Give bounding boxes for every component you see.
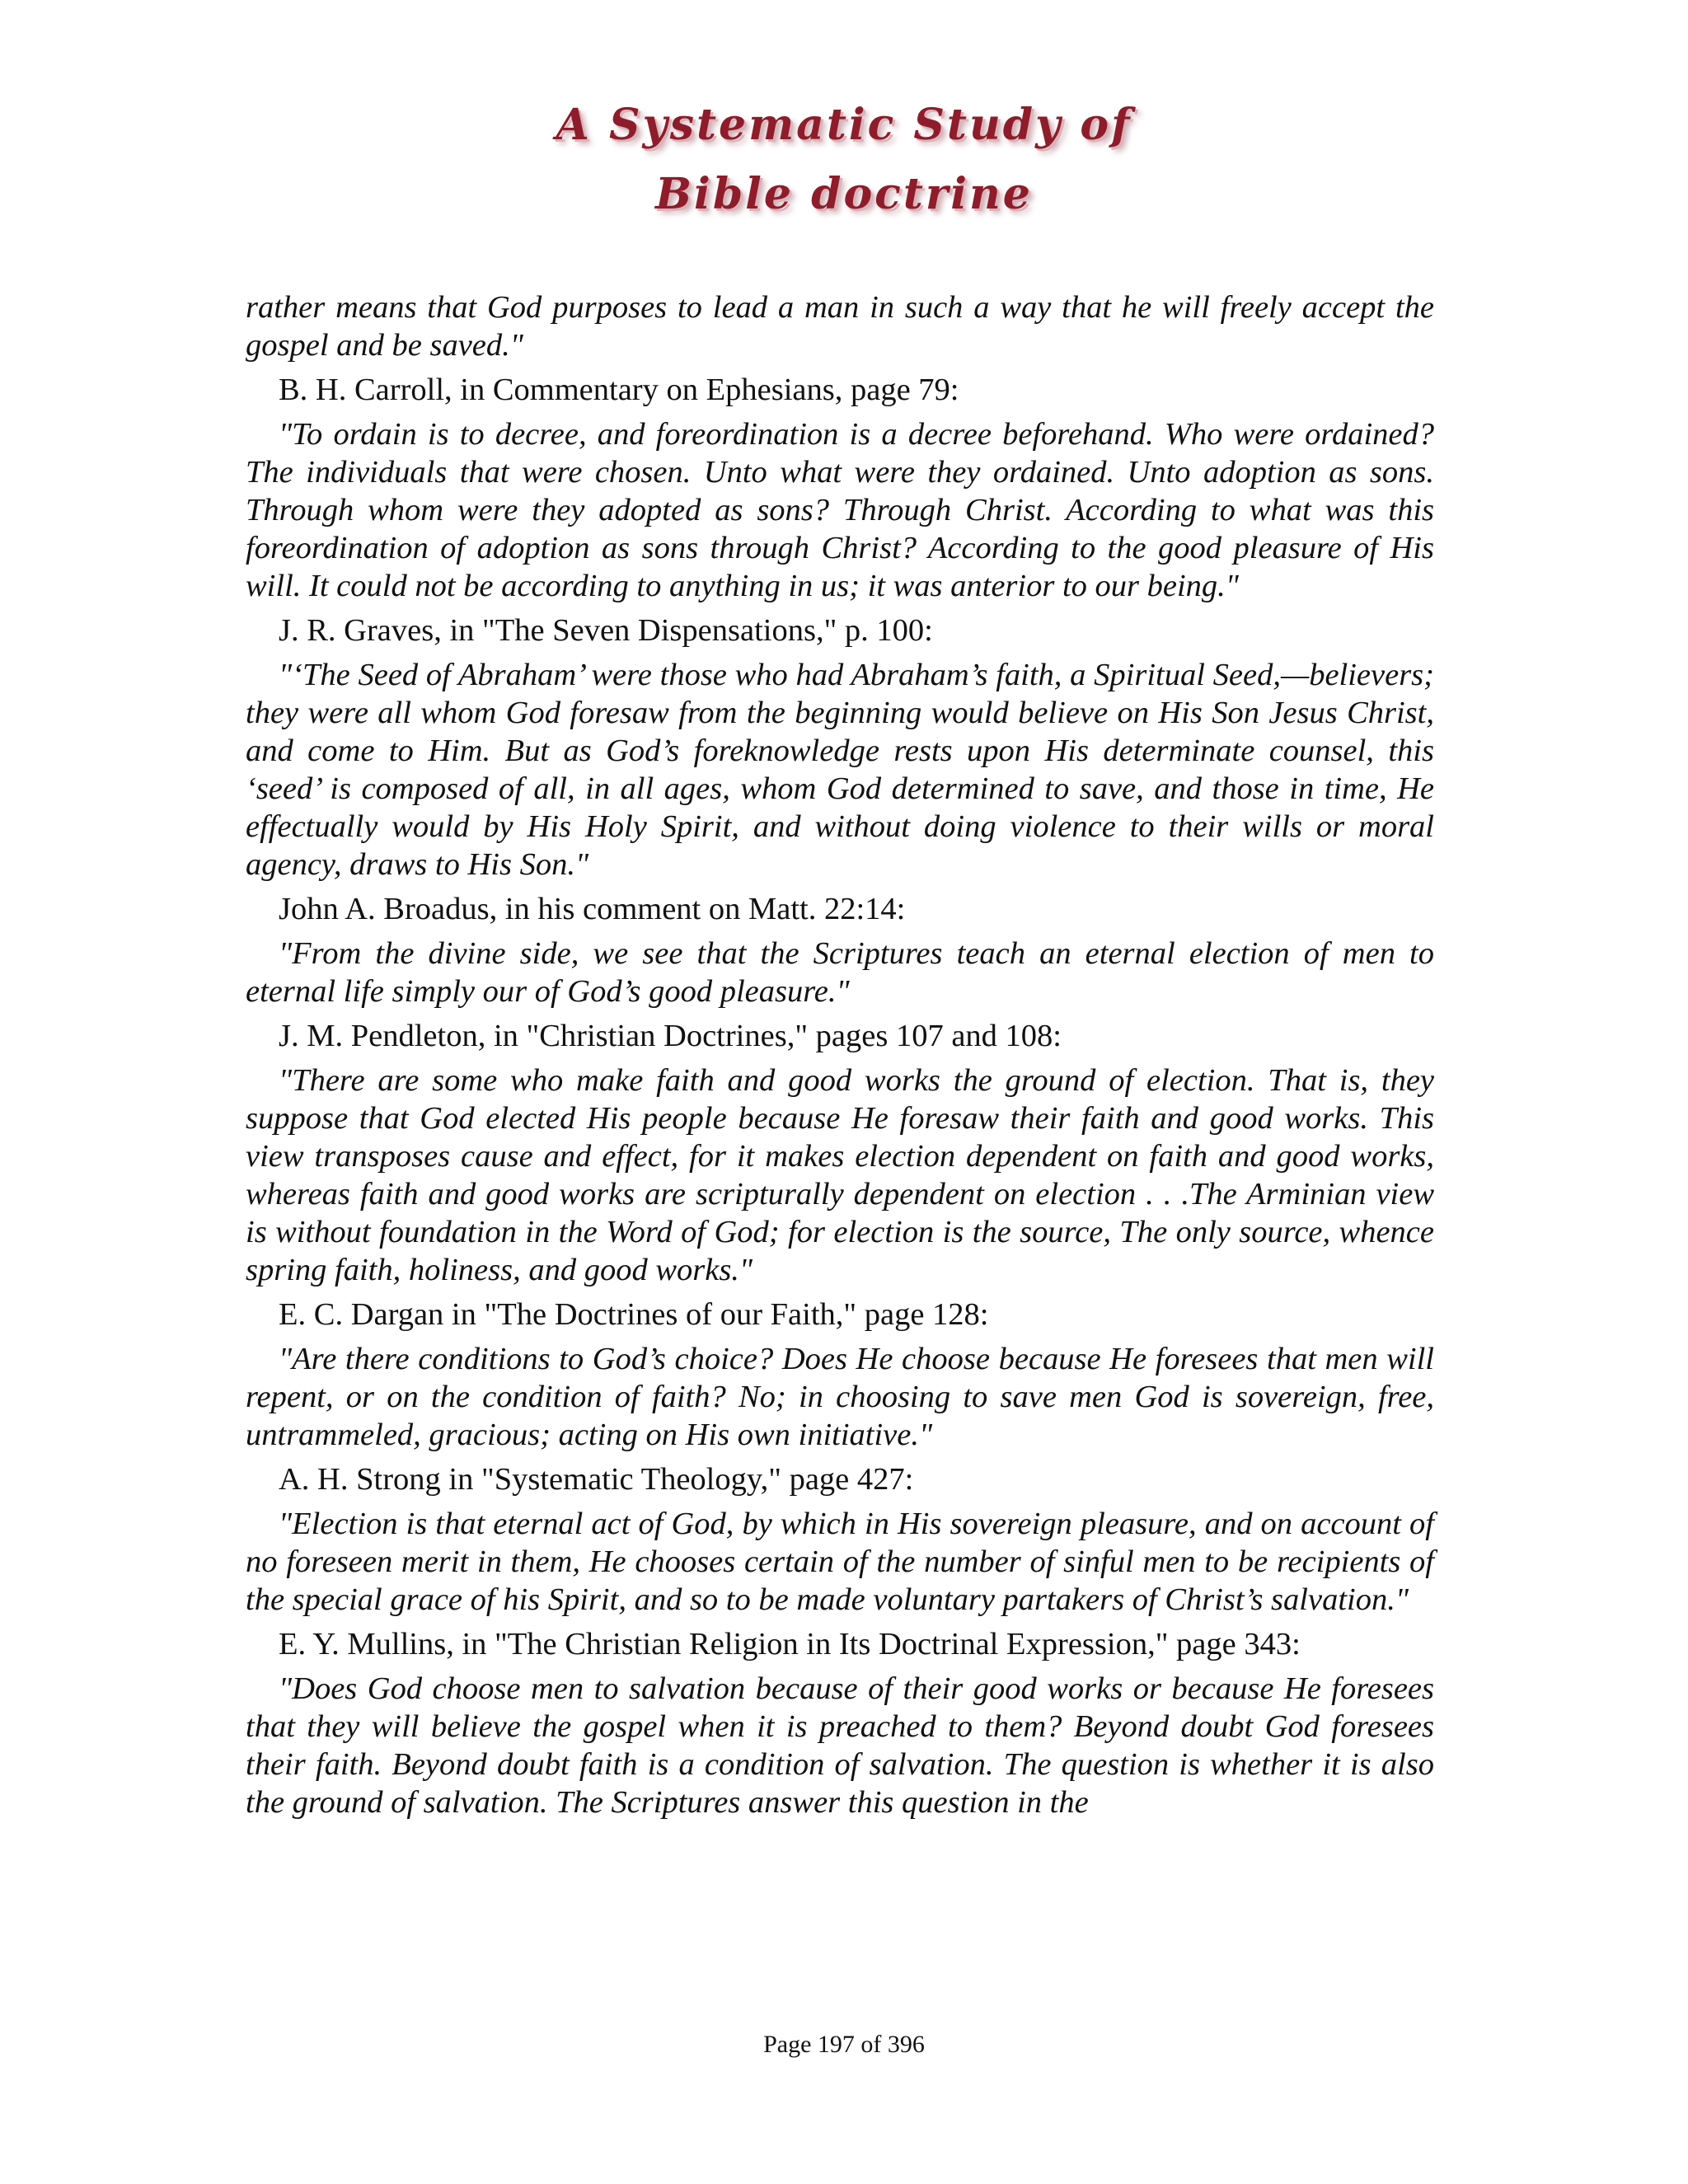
page-number: Page 197 of 396: [763, 2031, 925, 2058]
header-title-line-1: A Systematic Study of: [556, 100, 1132, 150]
citation-pendleton: J. M. Pendleton, in "Christian Doctrines," pages 107 and 108:: [279, 1019, 1062, 1053]
citation-strong: A. H. Strong in "Systematic Theology," page 427:: [279, 1462, 914, 1497]
header-title-line-2: Bible doctrine: [655, 169, 1033, 219]
citation-broadus: John A. Broadus, in his comment on Matt. 22:14:: [279, 892, 906, 926]
quote-pendleton: "There are some who make faith and good works the ground of election. That is, they suppose that God elected His people because He foresaw their faith and good works. This view transposes cause and effect, for it makes election dependent on faith and good works, whereas faith and good works are scripturally dependent on election . . .The Arminian view is without foundation in the Word of God; for election is the source, The only source, whence spring faith, holiness, and good works.": [246, 1063, 1434, 1287]
quote-mullins: "Does God choose men to salvation because of their good works or because He foresees that they will believe the gospel when it is preached to them? Beyond doubt God foresees their faith. Beyond doubt faith is a condition of salvation. The question is whether it is also the ground of salvation. The Scriptures answer this question in the: [246, 1671, 1434, 1820]
quote-graves: "‘The Seed of Abraham’ were those who had Abraham’s faith, a Spiritual Seed,—believers; they were all whom God foresaw from the beginning would believe on His Son Jesus Christ, and come to Him. But as God’s foreknowledge rests upon His determinate counsel, this ‘seed’ is composed of all, in all ages, whom God determined to save, and those in time, He effectually would by His Holy Spirit, and without doing violence to their wills or moral agency, draws to His Son.": [246, 658, 1434, 882]
quote-dargan: "Are there conditions to God’s choice? Does He choose because He foresees that men will repent, or on the condition of faith? No; in choosing to save men God is sovereign, free, untrammeled, gracious; acting on His own initiative.": [246, 1342, 1434, 1452]
citation-dargan: E. C. Dargan in "The Doctrines of our Faith," page 128:: [279, 1297, 989, 1332]
page-header: [0, 91, 1688, 229]
quote-strong: "Election is that eternal act of God, by which in His sovereign pleasure, and on account of no foreseen merit in them, He chooses certain of the number of sinful men to be recipients of the special grace of his Spirit, and so to be made voluntary partakers of Christ’s salvation.": [246, 1507, 1434, 1617]
quote-carroll: "To ordain is to decree, and foreordination is a decree beforehand. Who were ordained? The individuals that were chosen. Unto what were they ordained. Unto adoption as sons. Through whom were they adopted as sons? Through Christ. According to what was this foreordination of adoption as sons through Christ? According to the good pleasure of His will. It could not be according to anything in us; it was anterior to our being.": [246, 417, 1434, 603]
citation-carroll: B. H. Carroll, in Commentary on Ephesians, page 79:: [279, 373, 959, 407]
quote-continuation: rather means that God purposes to lead a man in such a way that he will freely accept the gospel and be saved.": [246, 290, 1434, 363]
quote-broadus: "From the divine side, we see that the Scriptures teach an eternal election of men to eternal life simply our of God’s good pleasure.": [246, 936, 1434, 1009]
document-body: [246, 288, 1434, 1821]
citation-graves: J. R. Graves, in "The Seven Dispensations," p. 100:: [279, 613, 933, 648]
citation-mullins: E. Y. Mullins, in "The Christian Religion in Its Doctrinal Expression," page 343:: [279, 1627, 1301, 1661]
